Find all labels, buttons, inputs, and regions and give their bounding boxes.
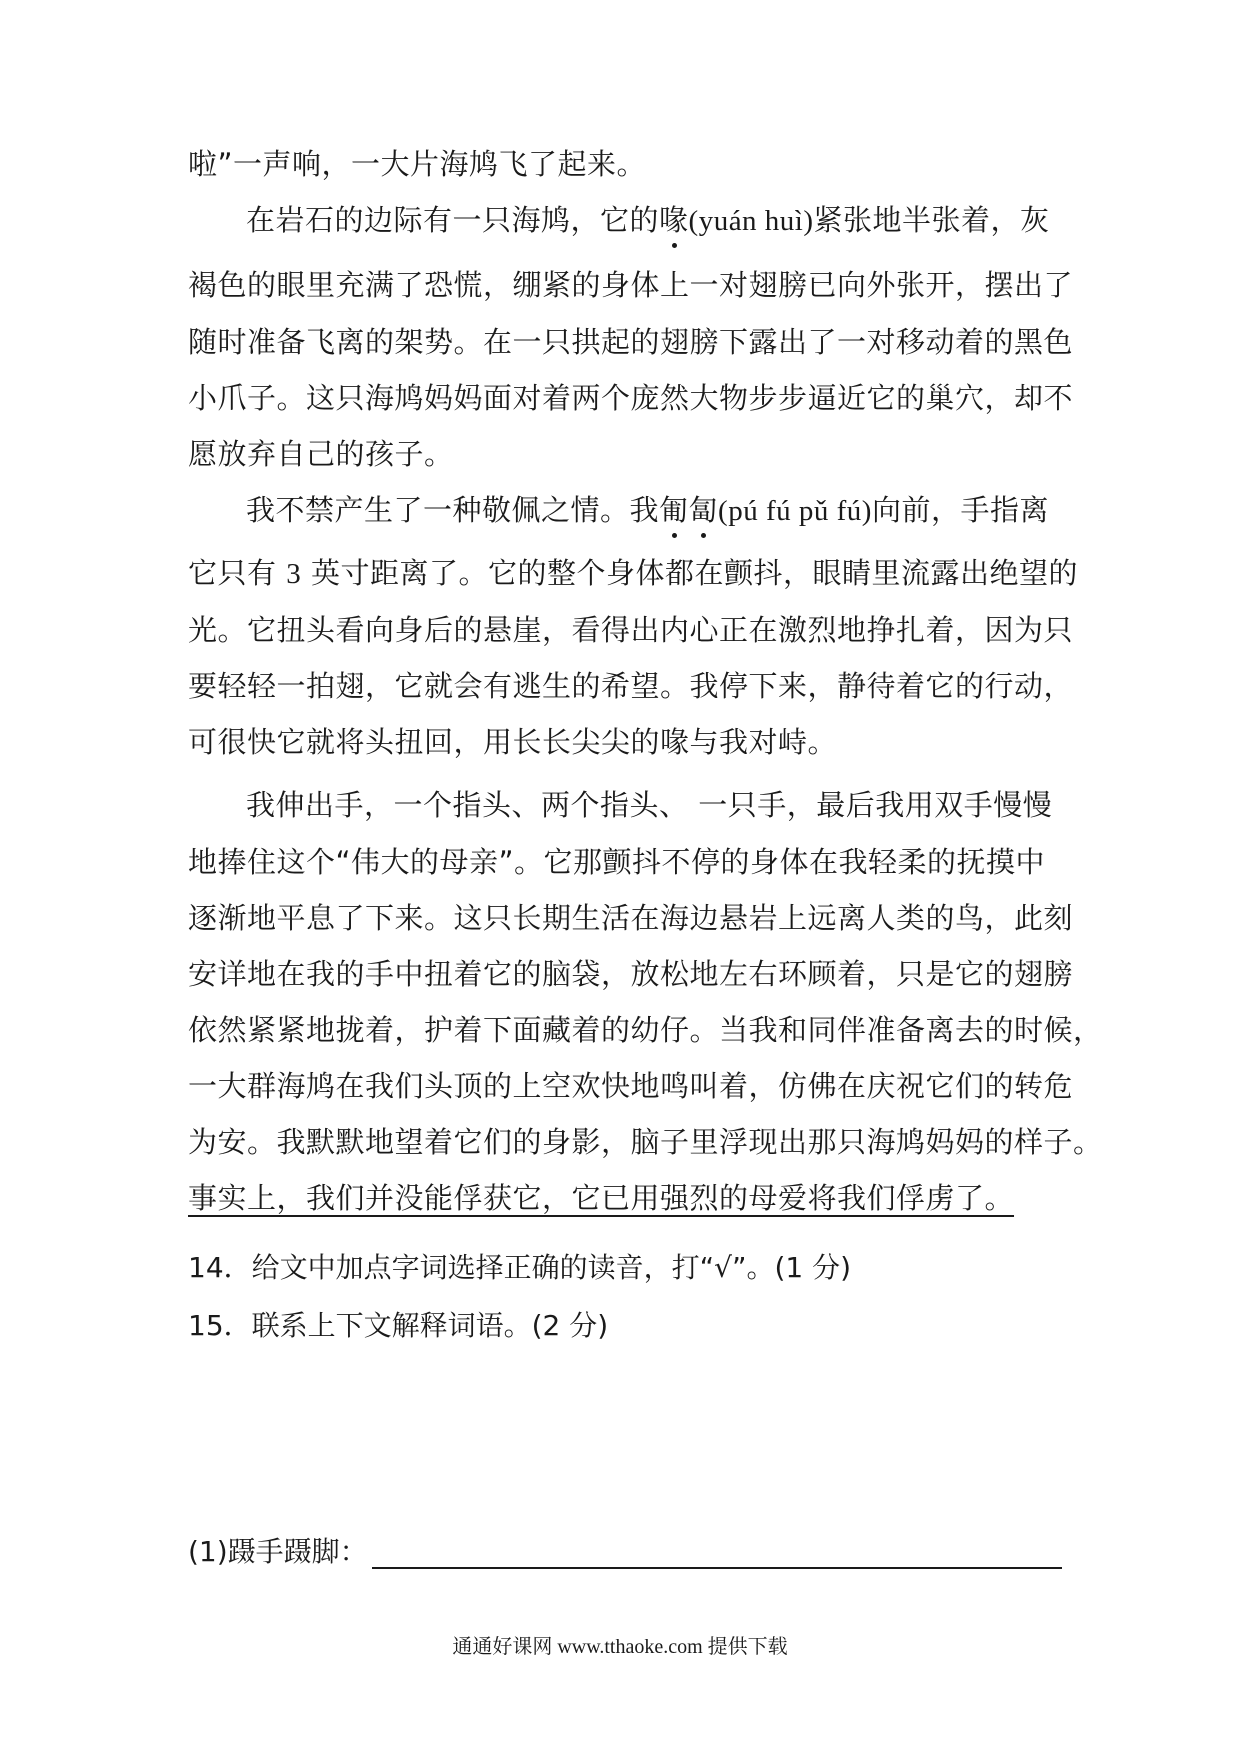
dotted-char: 喙 (659, 200, 689, 240)
text-run: 英寸距离了。它的整个身体都在颤抖，眼睛里流露出绝望的 (310, 556, 1078, 590)
passage-line: 愿放弃自己的孩子。 (188, 437, 454, 471)
passage-line: 逐渐地平息了下来。这只长期生活在海边悬岩上远离人类的鸟，此刻 (188, 901, 1074, 935)
passage-line: 可很快它就将头扭回，用长长尖尖的喙与我对峙。 (188, 725, 838, 759)
question-14: 14．给文中加点字词选择正确的读音，打“√”。(1 分) (188, 1251, 852, 1284)
passage-line: 随时准备飞离的架势。在一只拱起的翅膀下露出了一对移动着的黑色 (188, 325, 1074, 359)
question-15: 15．联系上下文解释词语。(2 分) (188, 1309, 609, 1342)
passage-line: 小爪子。这只海鸠妈妈面对着两个庞然大物步步逼近它的巢穴，却不 (188, 381, 1074, 415)
passage-line: 依然紧紧地拢着，护着下面藏着的幼仔。当我和同伴准备离去的时候， (188, 1013, 1103, 1047)
passage-line (188, 553, 1078, 594)
question-15-1-label: (1)蹑手蹑脚： (188, 1535, 368, 1568)
text-run: 向前，手指离 (871, 493, 1049, 527)
passage-line: 一大群海鸠在我们头顶的上空欢快地鸣叫着，仿佛在庆祝它们的转危 (188, 1069, 1074, 1103)
answer-blank-line[interactable] (372, 1567, 1062, 1569)
passage-line: 安详地在我的手中扭着它的脑袋，放松地左右环顾着，只是它的翅膀 (188, 957, 1074, 991)
passage-line (246, 200, 1050, 241)
text-run: 我不禁产生了一种敬佩之情。我 (246, 493, 660, 527)
text-run: 在岩石的边际有一只海鸠，它的 (246, 203, 660, 237)
dotted-char: 匐 (689, 490, 719, 530)
text-run: 紧张地半张着，灰 (813, 203, 1050, 237)
passage-line: 啦”一声响，一大片海鸠飞了起来。 (188, 147, 647, 181)
passage-line (246, 490, 1049, 531)
text-run: 它只有 (188, 556, 277, 590)
passage-line: 为安。我默默地望着它们的身影，脑子里浮现出那只海鸠妈妈的样子。 (188, 1125, 1103, 1159)
passage-line: 褐色的眼里充满了恐慌，绷紧的身体上一对翅膀已向外张开，摆出了 (188, 268, 1074, 302)
passage-line: 光。它扭头看向身后的悬崖，看得出内心正在激烈地挣扎着，因为只 (188, 613, 1074, 647)
pinyin-options: (pú fú pǔ fú) (718, 495, 872, 527)
number-run: 3 (286, 558, 302, 590)
page-footer: 通通好课网 www.tthaoke.com 提供下载 (452, 1636, 788, 1658)
passage-line: 我伸出手，一个指头、两个指头、 一只手，最后我用双手慢慢 (246, 788, 1053, 822)
underlined-sentence: 事实上，我们并没能俘获它，它已用强烈的母爱将我们俘虏了。 (188, 1181, 1015, 1215)
pinyin-options: (yuán huì) (688, 205, 814, 237)
passage-line: 地捧住这个“伟大的母亲”。它那颤抖不停的身体在我轻柔的抚摸中 (188, 845, 1046, 879)
dotted-char: 匍 (659, 490, 689, 530)
passage-line: 要轻轻一拍翅，它就会有逃生的希望。我停下来，静待着它的行动， (188, 669, 1074, 703)
